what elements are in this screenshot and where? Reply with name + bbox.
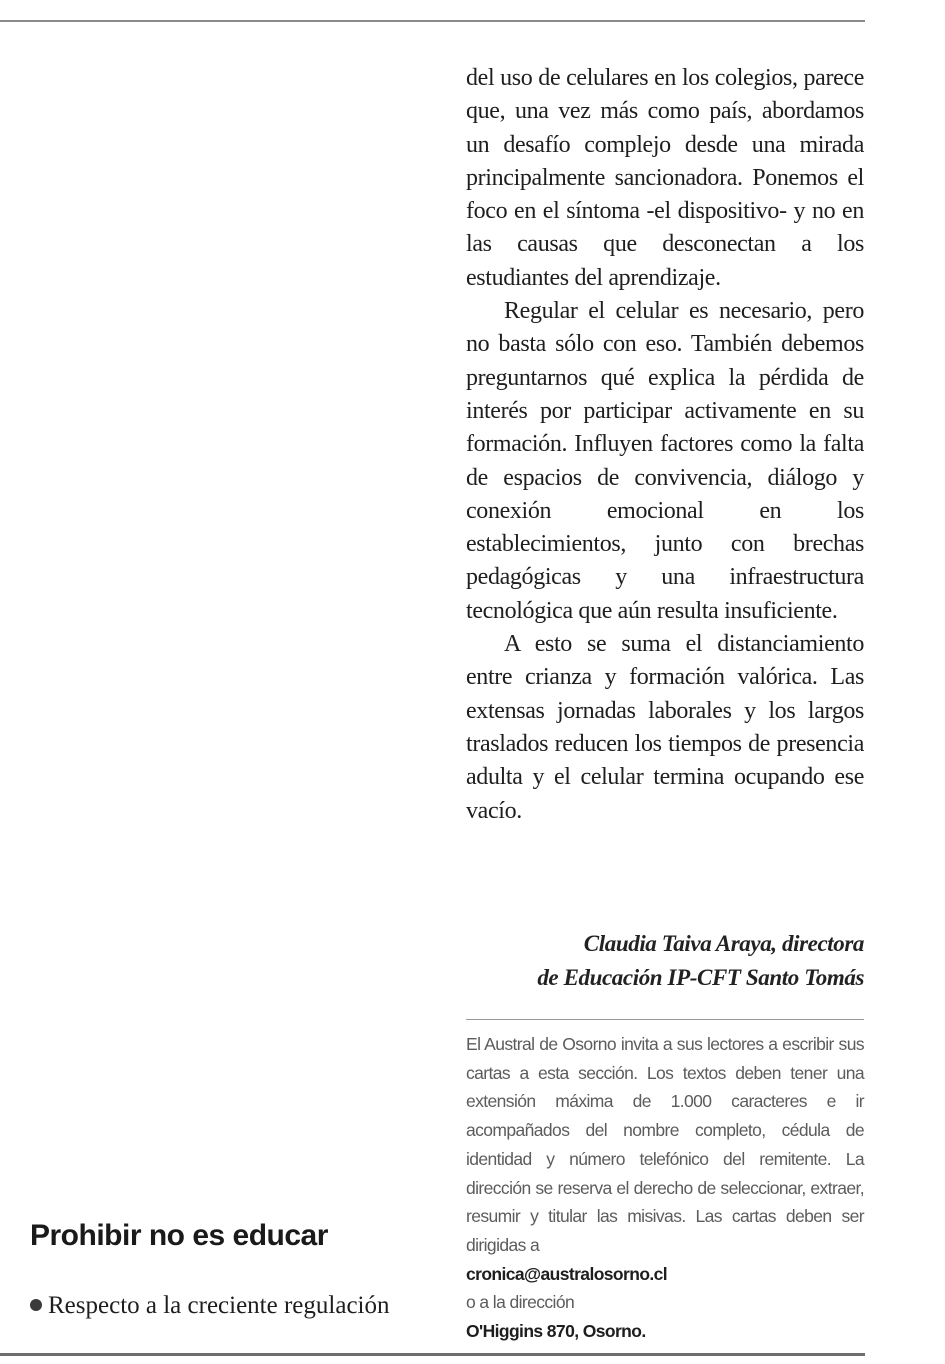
next-letter-headline: Prohibir no es educar [30,1219,328,1252]
contact-email-link[interactable]: cronica@australosorno.cl [466,1263,668,1284]
info-or-text: o a la dirección [466,1292,575,1313]
top-rule [0,20,865,22]
body-paragraph-3: A esto se suma el distanciamiento entre crianza y formación valórica. Las extensas jornadas laborales y los largos traslados reducen los tiempos de presencia adulta y el celular termina ocupando ese vacío. [466,631,864,824]
letter-signature [466,927,864,995]
letters-info-box [466,1030,864,1346]
body-paragraph-1: del uso de celulares en los colegios, parece que, una vez más como país, abordamos un desafío complejo desde una mirada principalmente sancionadora. Ponemos el foco en el síntoma -el dispositivo- y no en las causas que desconectan a los estudiantes del aprendizaje. [466,65,864,291]
signature-name-line: Claudia Taiva Araya, directora [583,931,864,956]
body-paragraph-2: Regular el celular es necesario, pero no basta sólo con eso. También debemos preguntarnos qué explica la pérdida de interés por participar activamente en su formación. Influyen factores como la falta de espacios de convivencia, diálogo y conexión emocional en los establecimientos, junto con brechas pedagógicas y una infraestructura tecnológica que aún resulta insuficiente. [466,298,864,624]
bottom-rule [0,1353,865,1356]
signature-title-line: de Educación IP-CFT Santo Tomás [537,965,864,990]
info-text: El Austral de Osorno invita a sus lectores a escribir sus cartas a esta sección. Los textos deben tener una extensión máxima de 1.000 caracteres e ir acompañados del nombre completo, cédula de identidad y número telefónico del remitente. La dirección se reserva el derecho de seleccionar, extraer, resumir y titular las misivas. Las cartas deben ser dirigidas a [466,1034,864,1255]
postal-address: O'Higgins 870, Osorno. [466,1321,646,1342]
next-letter-lead-text: Respecto a la creciente regulación [48,1292,390,1319]
letter-body [466,62,864,828]
info-box-divider [466,1019,864,1020]
bullet-icon [30,1299,42,1311]
next-letter-lead [30,1292,389,1320]
